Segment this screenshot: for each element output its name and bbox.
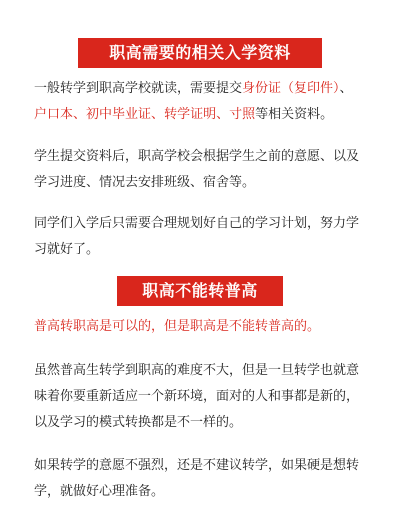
paragraph-line: 普高转职高是可以的，但是职高是不能转普高的。	[34, 319, 321, 334]
text-segment: 、	[216, 107, 230, 122]
paragraph-required-documents	[34, 76, 370, 128]
paragraph-line	[34, 102, 370, 128]
paragraph-line: 同学们入学后只需要合理规划好自己的学习计划，努力学	[34, 216, 360, 231]
paragraph-line	[34, 76, 370, 102]
highlight-junior-diploma: 初中毕业证	[86, 107, 152, 122]
paragraph-line: 学生提交资料后，职高学校会根据学生之前的意愿、以及	[34, 149, 360, 164]
highlight-transfer-certificate: 转学证明	[164, 107, 217, 122]
paragraph-highlight-transfer-rule	[34, 314, 370, 340]
highlight-household-register: 户口本	[34, 107, 74, 122]
paragraph-study-plan	[34, 211, 370, 263]
text-segment: 、	[339, 81, 353, 96]
text-segment: 、	[151, 107, 165, 122]
text-segment: 、	[73, 107, 87, 122]
paragraph-line: 学，就做好心理准备。	[34, 484, 165, 499]
paragraph-transfer-advice	[34, 453, 370, 505]
paragraph-after-submission	[34, 144, 370, 196]
paragraph-line: 习就好了。	[34, 242, 100, 257]
section-title-cannot-transfer: 职高不能转普高	[117, 276, 283, 306]
paragraph-line: 如果转学的意愿不强烈，还是不建议转学，如果硬是想转	[34, 458, 360, 473]
paragraph-line: 以及学习的模式转换都是不一样的。	[34, 415, 243, 430]
paragraph-line: 虽然普高生转学到职高的难度不大，但是一旦转学也就意	[34, 363, 360, 378]
text-segment: 等相关资料。	[255, 107, 334, 122]
paragraph-new-environment	[34, 358, 370, 436]
paragraph-line: 味着你要重新适应一个新环境，面对的人和事都是新的，	[34, 389, 360, 404]
highlight-id-card: 身份证（复印件）	[242, 81, 340, 96]
highlight-photo: 寸照	[229, 107, 256, 122]
paragraph-line: 学习进度、情况去安排班级、宿舍等。	[34, 175, 256, 190]
section-title-admission-documents: 职高需要的相关入学资料	[78, 38, 322, 68]
text-segment: 一般转学到职高学校就读，需要提交	[34, 81, 243, 96]
